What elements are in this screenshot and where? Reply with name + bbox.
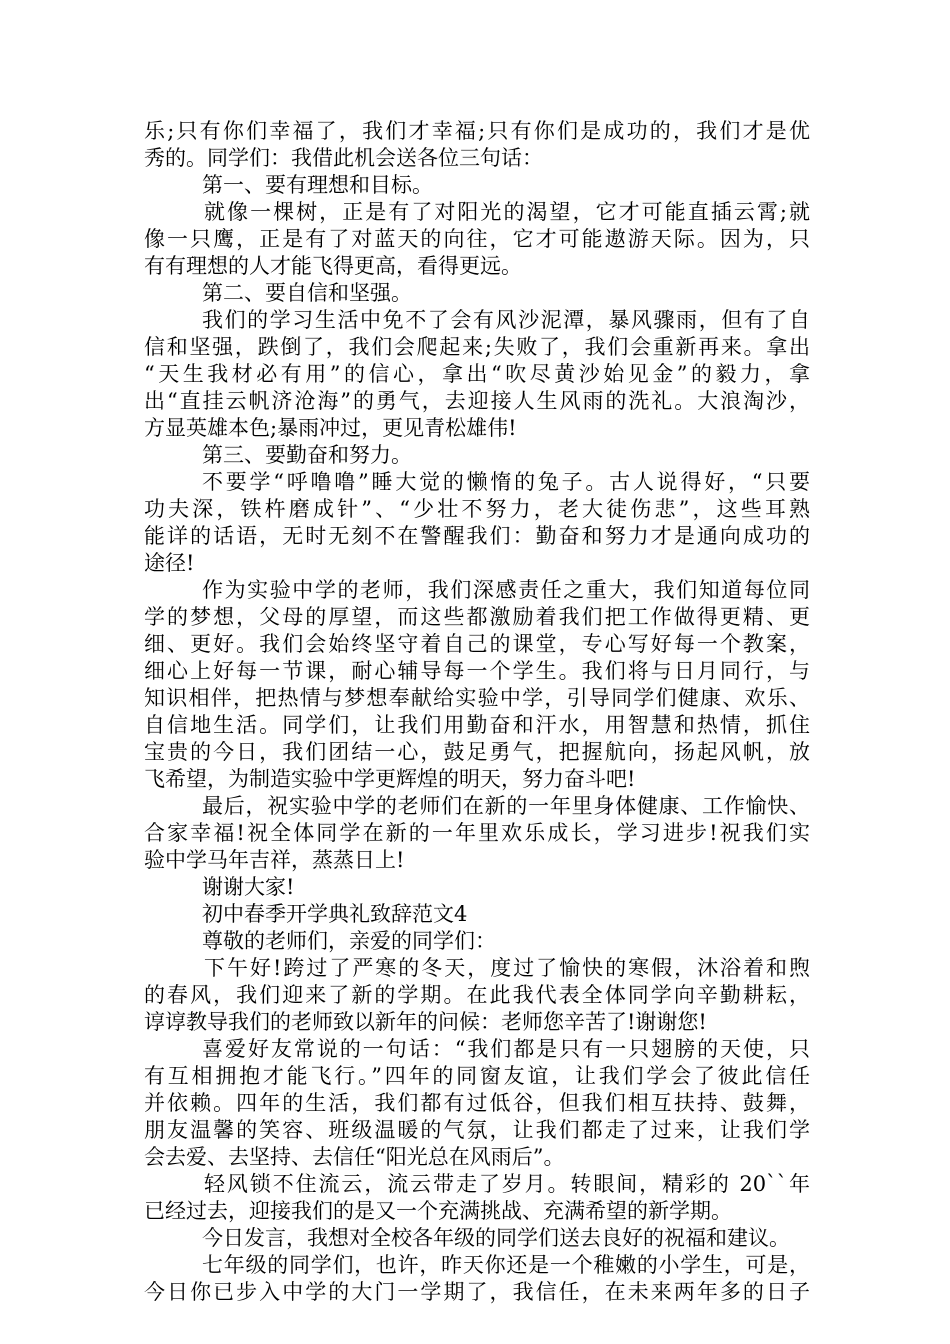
text-line: 宝贵的今日，我们团结一心，鼓足勇气，把握航向，扬起风帆，放 — [144, 740, 810, 764]
text-line: 乐;只有你们幸福了，我们才幸福;只有你们是成功的，我们才是优 — [144, 119, 810, 143]
text-line: 信和坚强，跌倒了，我们会爬起来;失败了，我们会重新再来。拿出 — [144, 335, 810, 359]
text-line: 下午好!跨过了严寒的冬天，度过了愉快的寒假，沐浴着和煦 — [204, 956, 810, 980]
text-line: 七年级的同学们，也许，昨天你还是一个稚嫩的小学生，可是， — [202, 1253, 810, 1277]
text-line: 我们的学习生活中免不了会有风沙泥潭，暴风骤雨，但有了自 — [202, 308, 810, 332]
text-line: 像一只鹰，正是有了对蓝天的向往，它才可能遨游天际。因为，只 — [144, 227, 810, 251]
text-line: 今日你已步入中学的大门一学期了，我信任，在未来两年多的日子 — [144, 1280, 810, 1304]
text-line: 的春风，我们迎来了新的学期。在此我代表全体同学向辛勤耕耘， — [144, 983, 810, 1007]
text-line: 朋友温馨的笑容、班级温暖的气氛，让我们都走了过来，让我们学 — [144, 1118, 810, 1142]
text-line: 途径! — [144, 551, 195, 575]
text-line: 已经过去，迎接我们的是又一个充满挑战、充满希望的新学期。 — [144, 1199, 732, 1223]
text-line: 有互相拥抱才能飞行。”四年的同窗友谊，让我们学会了彼此信任 — [144, 1064, 810, 1088]
text-line: 轻风锁不住流云，流云带走了岁月。转眼间，精彩的 20``年 — [204, 1172, 810, 1196]
text-line: 今日发言，我想对全校各年级的同学们送去良好的祝福和建议。 — [202, 1226, 790, 1250]
text-line: 最后，祝实验中学的老师们在新的一年里身体健康、工作愉快、 — [202, 794, 810, 818]
text-line: 不要学“呼噜噜”睡大觉的懒惰的兔子。古人说得好，“只要 — [202, 470, 810, 494]
text-line: 会去爱、去坚持、去信任“阳光总在风雨后”。 — [144, 1145, 565, 1169]
text-line: 第三、要勤奋和努力。 — [202, 443, 412, 467]
text-line: 合家幸福!祝全体同学在新的一年里欢乐成长，学习进步!祝我们实 — [144, 821, 810, 845]
text-line: 方显英雄本色;暴雨冲过，更见青松雄伟! — [144, 416, 517, 440]
text-line: 细、更好。我们会始终坚守着自己的课堂，专心写好每一个教案， — [144, 632, 810, 656]
text-line: 功夫深，铁杵磨成针”、“少壮不努力，老大徒伤悲”，这些耳熟 — [144, 497, 810, 521]
text-line: 出“直挂云帆济沧海”的勇气，去迎接人生风雨的洗礼。大浪淘沙， — [144, 389, 810, 413]
text-line: “天生我材必有用”的信心，拿出“吹尽黄沙始见金”的毅力，拿 — [144, 362, 810, 386]
text-line: 尊敬的老师们，亲爱的同学们： — [202, 929, 496, 953]
text-line: 知识相伴，把热情与梦想奉献给实验中学，引导同学们健康、欢乐、 — [144, 686, 810, 710]
text-line: 细心上好每一节课，耐心辅导每一个学生。我们将与日月同行，与 — [144, 659, 810, 683]
text-line: 并依赖。四年的生活，我们都有过低谷，但我们相互扶持、鼓舞， — [144, 1091, 810, 1115]
text-line: 喜爱好友常说的一句话：“我们都是只有一只翅膀的天使，只 — [202, 1037, 810, 1061]
text-line: 学的梦想，父母的厚望，而这些都激励着我们把工作做得更精、更 — [144, 605, 810, 629]
text-line: 谢谢大家! — [202, 875, 295, 899]
text-line: 作为实验中学的老师，我们深感责任之重大，我们知道每位同 — [202, 578, 810, 602]
text-line: 就像一棵树，正是有了对阳光的渴望，它才可能直插云霄;就 — [204, 200, 810, 224]
text-line: 有有理想的人才能飞得更高，看得更远。 — [144, 254, 522, 278]
document-body — [144, 118, 810, 1306]
text-line: 谆谆教导我们的老师致以新年的问候：老师您辛苦了!谢谢您! — [144, 1010, 707, 1034]
text-line: 能详的话语，无时无刻不在警醒我们：勤奋和努力才是通向成功的 — [144, 524, 810, 548]
text-line: 飞希望，为制造实验中学更辉煌的明天，努力奋斗吧! — [144, 767, 636, 791]
text-line: 第二、要自信和坚强。 — [202, 281, 412, 305]
text-line: 第一、要有理想和目标。 — [202, 173, 433, 197]
text-line: 秀的。同学们：我借此机会送各位三句话： — [144, 146, 543, 170]
text-line: 验中学马年吉祥，蒸蒸日上! — [144, 848, 405, 872]
text-line: 初中春季开学典礼致辞范文4 — [202, 902, 468, 926]
text-line: 自信地生活。同学们，让我们用勤奋和汗水，用智慧和热情，抓住 — [144, 713, 810, 737]
